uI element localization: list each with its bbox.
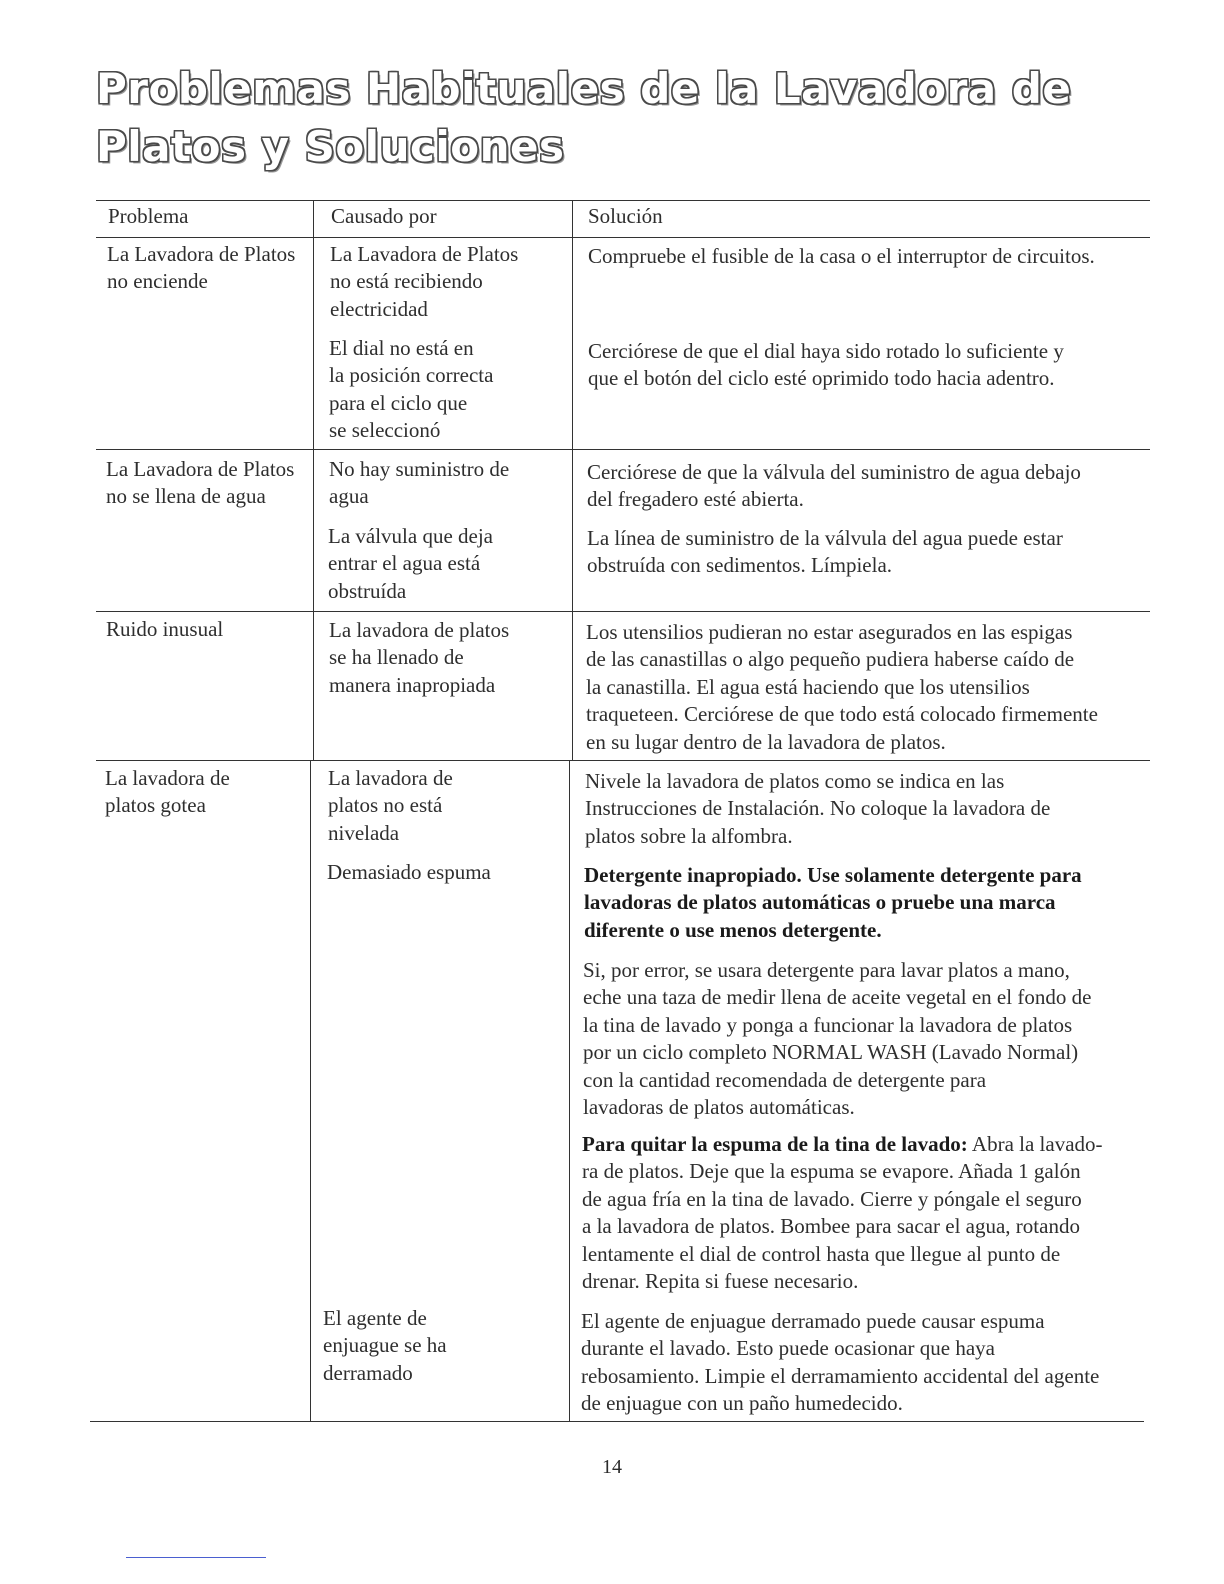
- table-bottom-rule: [90, 1421, 1144, 1422]
- cause-cell: La válvula que deja entrar el agua está obstruída: [328, 524, 494, 603]
- cause-cell: No hay suministro de agua: [329, 457, 510, 509]
- solution-cell-bold: Detergente inapropiado. Use solamente detergente para lavadoras de platos automáticas o pruebe una marca diferente o use menos detergente.: [584, 863, 1082, 942]
- row-divider: [96, 449, 1150, 450]
- solution-cell: La línea de suministro de la válvula del agua puede estar obstruída con sedimentos. Límpiela.: [587, 526, 1063, 578]
- row-divider: [96, 760, 1150, 761]
- cause-cell: La Lavadora de Platos no está recibiendo electricidad: [330, 242, 519, 321]
- problem-cell: Ruido inusual: [106, 617, 224, 641]
- cause-cell: Demasiado espuma: [327, 860, 491, 884]
- problem-cell: La Lavadora de Platos no se llena de agua: [106, 457, 295, 509]
- cause-cell: La lavadora de platos no está nivelada: [328, 766, 453, 845]
- solution-cell: Cerciórese de que la válvula del suministro de agua debajo del fregadero esté abierta.: [587, 460, 1081, 512]
- page-number: 14: [602, 1456, 622, 1478]
- problem-cell: La lavadora de platos gotea: [105, 766, 230, 818]
- solution-cell: Compruebe el fusible de la casa o el interruptor de circuitos.: [588, 244, 1095, 268]
- problem-cell: La Lavadora de Platos no enciende: [107, 242, 296, 294]
- column-divider: [310, 760, 311, 1421]
- column-divider: [313, 200, 314, 760]
- solution-cell: Los utensilios pudieran no estar asegurados en las espigas de las canastillas o algo pequeño pudiera haberse caído de la canastilla. El agua está haciendo que los utensilios traqueteen. Cerciórese de que todo está colocado firmemente en su lugar dentro de la lavadora de platos.: [586, 620, 1098, 754]
- page-title: Problemas Habituales de la Lavadora de Platos y Soluciones: [96, 64, 1072, 171]
- column-header-problem: Problema: [108, 204, 189, 228]
- column-header-solution: Solución: [588, 204, 663, 228]
- cause-cell: El dial no está en la posición correcta para el ciclo que se seleccionó: [329, 336, 494, 443]
- column-divider: [572, 200, 573, 760]
- solution-cell: El agente de enjuague derramado puede causar espuma durante el lavado. Esto puede ocasionar que haya rebosamiento. Limpie el derramamiento accidental del agente de enjuague con un paño humedecido.: [581, 1309, 1100, 1416]
- solution-cell: Si, por error, se usara detergente para lavar platos a mano, eche una taza de medir llena de aceite vegetal en el fondo de la tina de lavado y ponga a funcionar la lavadora de platos por un ciclo completo NORMAL WASH (Lavado Normal) con la cantidad recomendada de detergente para lavadoras de platos automáticas.: [583, 958, 1092, 1120]
- table-top-rule: [96, 200, 1150, 201]
- solution-tip-label: Para quitar la espuma de la tina de lavado:: [582, 1132, 968, 1156]
- solution-cell: Nivele la lavadora de platos como se indica en las Instrucciones de Instalación. No coloque la lavadora de platos sobre la alfombra.: [585, 769, 1051, 848]
- footer-rule: [126, 1557, 266, 1558]
- column-divider: [569, 760, 570, 1421]
- cause-cell: El agente de enjuague se ha derramado: [323, 1306, 447, 1385]
- header-bottom-rule: [96, 237, 1150, 238]
- cause-cell: La lavadora de platos se ha llenado de manera inapropiada: [329, 618, 510, 697]
- solution-cell: Cerciórese de que el dial haya sido rotado lo suficiente y que el botón del ciclo esté oprimido todo hacia adentro.: [588, 339, 1064, 391]
- row-divider: [96, 611, 1150, 612]
- column-header-cause: Causado por: [331, 204, 437, 228]
- solution-cell: [582, 1131, 1103, 1295]
- solution-tip-text: Abra la lavado- ra de platos. Deje que la espuma se evapore. Añada 1 galón de agua fría en la tina de lavado. Cierre y póngale el seguro a la lavadora de platos. Bombee para sacar el agua, rotando lentamente el dial de control hasta que llegue al punto de drenar. Repita si fuese necesario.: [582, 1132, 1103, 1294]
